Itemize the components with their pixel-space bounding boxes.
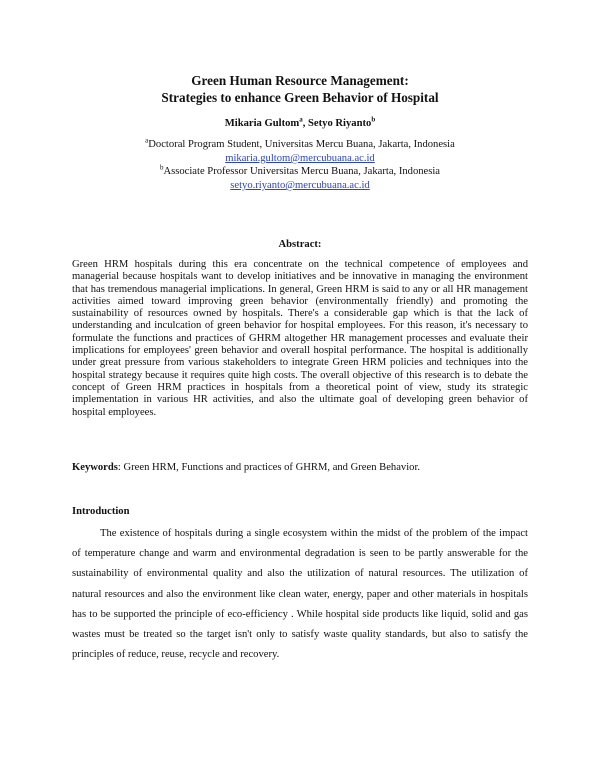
affiliation-text: Associate Professor Universitas Mercu Buana, Jakarta, Indonesia bbox=[163, 166, 441, 177]
email-link[interactable]: mikaria.gultom@mercubuana.ac.id bbox=[225, 153, 375, 164]
affiliation-a bbox=[0, 138, 600, 151]
introduction-body: The existence of hospitals during a single ecosystem within the midst of the problem of the impact of temperature change and warm and environmental degradation is seen to be partly answerable for the sustainability of environmental quality and also the utilization of natural resources. The utilization of natural resources and also the environment like clean water, energy, paper and other materials in hospitals has to be supported the principle of eco-efficiency . While hospital side products like liquid, solid and gas wastes must be treated so the target isn't only to satisfy waste quality standards, but also to satisfy the principles of reduce, reuse, recycle and recovery. bbox=[72, 528, 528, 661]
paper-title-line-2: Strategies to enhance Green Behavior of Hospital bbox=[161, 90, 439, 105]
abstract-body: Green HRM hospitals during this era concentrate on the technical competence of employees and managerial because hospitals want to develop initiatives and be innovative in managing the environment that has tremendous managerial implications. In general, Green HRM is said to any or all HR management activities aimed toward improving green behavior (environmentally friendly) and promoting the sustainability of resources owned by hospitals. There's a considerable gap which is that the lack of understanding and inculcation of green behavior for hospital employees. For this reason, it's necessary to formulate the functions and practices of GHRM altogether HR management processes and evaluate their implications for employees' green behavior and overall hospital performance. The hospital is additionally under great pressure from various stakeholders to integrate Green HRM policies and techniques into the hospital strategy because it requires quite high costs. The overall objective of this research is to debate the concept of Green HRM practices in hospitals from a theoretical point of view, study its strategic implementation in various HR activities, and also the ultimate goal of developing green behavior of hospital employees. bbox=[72, 259, 528, 418]
affiliation-mark: a bbox=[145, 136, 149, 145]
keywords-label: Keywords bbox=[72, 462, 118, 473]
keywords-line bbox=[72, 461, 528, 475]
abstract-heading: Abstract: bbox=[278, 239, 322, 250]
author-affiliation-mark: b bbox=[371, 115, 376, 124]
author-affiliation-mark: a bbox=[299, 115, 303, 124]
introduction-heading: Introduction bbox=[72, 506, 130, 517]
paper-title-line-1: Green Human Resource Management: bbox=[191, 73, 409, 88]
email-link[interactable]: setyo.riyanto@mercubuana.ac.id bbox=[230, 180, 370, 191]
affiliation-b-email-row bbox=[0, 179, 600, 192]
author-list bbox=[0, 117, 600, 131]
author-separator: , bbox=[302, 118, 309, 129]
affiliation-mark: b bbox=[159, 163, 164, 172]
author-name: Setyo Riyanto bbox=[308, 118, 372, 129]
affiliation-a-email-row bbox=[0, 152, 600, 165]
affiliation-text: Doctoral Program Student, Universitas Mercu Buana, Jakarta, Indonesia bbox=[148, 139, 455, 150]
affiliation-b bbox=[0, 165, 600, 178]
author-name: Mikaria Gultom bbox=[224, 118, 300, 129]
keywords-text: : Green HRM, Functions and practices of GHRM, and Green Behavior. bbox=[117, 462, 421, 473]
